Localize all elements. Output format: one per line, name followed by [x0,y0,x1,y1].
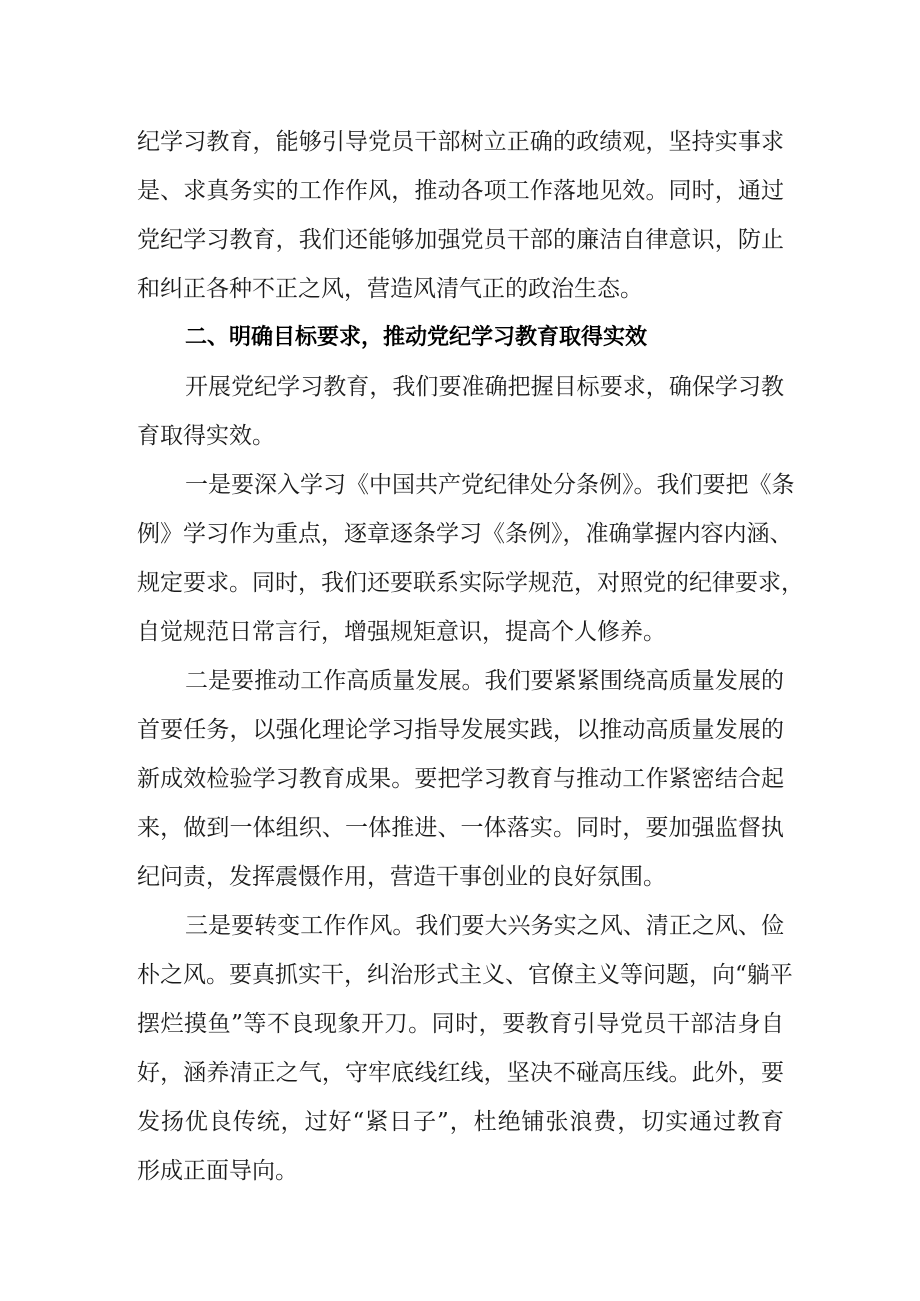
text-line: 来，做到一体组织、一体推进、一体落实。同时，要加强监督执 [137,815,784,841]
text-line: 育取得实效。 [137,423,275,449]
text-line: 发扬优良传统，过好“紧日子”，杜绝铺张浪费，切实通过教育 [137,1109,784,1135]
text-line: 自觉规范日常言行，增强规矩意识，提高个人修养。 [137,619,666,645]
text-line: 好，涵养清正之气，守牢底线红线，坚决不碰高压线。此外，要 [137,1060,784,1086]
text-line: 首要任务，以强化理论学习指导发展实践，以推动高质量发展的 [137,717,784,743]
text-line: 例》学习作为重点，逐章逐条学习《条例》，准确掌握内容内涵、 [137,521,793,547]
text-line: 是、求真务实的工作作风，推动各项工作落地见效。同时，通过 [137,178,784,204]
text-line: 和纠正各种不正之风，营造风清气正的政治生态。 [137,276,643,302]
text-line: 新成效检验学习教育成果。要把学习教育与推动工作紧密结合起 [137,766,784,792]
text-line: 党纪学习教育，我们还能够加强党员干部的廉洁自律意识，防止 [137,227,784,253]
text-line: 形成正面导向。 [137,1158,298,1184]
text-line: 开展党纪学习教育，我们要准确把握目标要求，确保学习教 [185,374,784,400]
text-line: 纪问责，发挥震慑作用，营造干事创业的良好氛围。 [137,864,666,890]
text-line: 二是要推动工作高质量发展。我们要紧紧围绕高质量发展的 [185,668,784,694]
text-line: 三是要转变工作作风。我们要大兴务实之风、清正之风、俭 [185,913,784,939]
text-line: 一是要深入学习《中国共产党纪律处分条例》。我们要把《条 [185,472,795,498]
text-line: 摆烂摸鱼”等不良现象开刀。同时，要教育引导党员干部洁身自 [137,1011,784,1037]
text-line: 规定要求。同时，我们还要联系实际学规范，对照党的纪律要求， [137,570,804,596]
text-line: 朴之风。要真抓实干，纠治形式主义、官僚主义等问题，向“躺平 [137,962,793,988]
section-heading: 二、明确目标要求，推动党纪学习教育取得实效 [185,325,648,350]
text-line: 纪学习教育，能够引导党员干部树立正确的政绩观，坚持实事求 [137,129,784,155]
